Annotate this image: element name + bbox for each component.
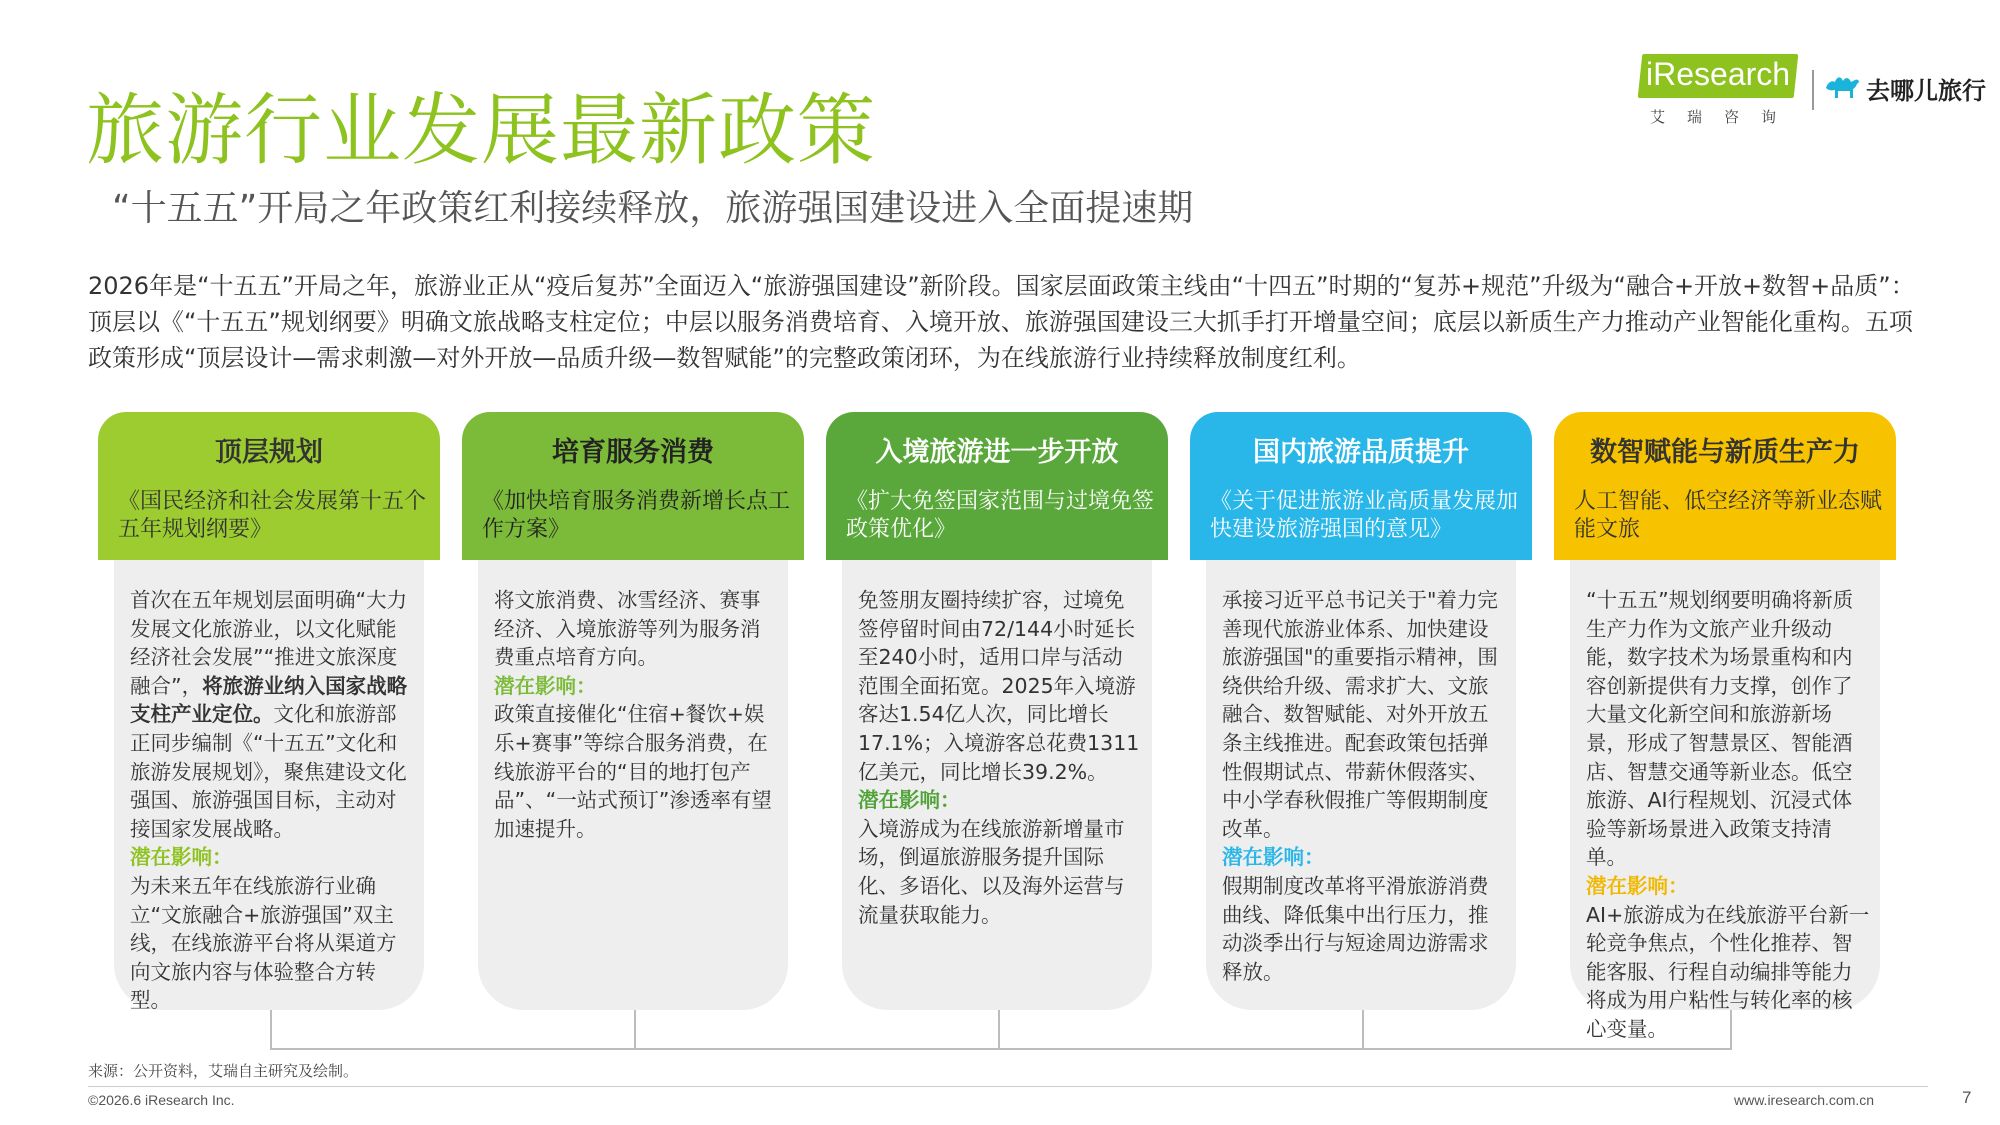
connector-tick: [1362, 1010, 1364, 1050]
website-link[interactable]: www.iresearch.com.cn: [1734, 1092, 1875, 1108]
page-number: 7: [1962, 1088, 1972, 1107]
impact-text: 政策直接催化“住宿+餐饮+娱乐+赛事”等综合服务消费，在线旅游平台的“目的地打包产品”、“一站式预订”渗透率有望加速提升。: [494, 702, 772, 841]
cards-connector-bracket: [270, 1010, 1732, 1050]
iresearch-logo-text: iResearch: [1646, 56, 1791, 92]
qunar-logo-text: 去哪儿旅行: [1866, 76, 1986, 105]
policy-card-title: 顶层规划: [215, 437, 323, 468]
policy-description-highlight: 将旅游业纳入国家战略支柱产业定位。: [130, 673, 408, 727]
policy-card-policy-name: 《扩大免签国家范围与过境免签政策优化》: [846, 489, 1155, 542]
policy-card-description: “十五五”规划纲要明确将新质生产力作为文旅产业升级动能，数字技术为场景重构和内容创新提供有力支撑，创作了大量文化新空间和旅游新场景，形成了智慧景区、智能酒店、智慧交通等新业态。低空旅游、AI行程规划、沉浸式体验等新场景进入政策支持清单。: [1586, 588, 1854, 870]
policy-card-domestic-quality: [1190, 412, 1532, 1010]
policy-card-header: [1554, 412, 1896, 560]
impact-label: 潜在影响：: [494, 673, 597, 698]
policy-card-header: [462, 412, 804, 560]
policy-card-header: [826, 412, 1168, 560]
policy-description-text-cont: 文化和旅游部正同步编制《“十五五”文化和旅游发展规划》，聚焦建设文化强国、旅游强国目标，主动对接国家发展战略。: [130, 702, 407, 841]
camel-icon: [1822, 68, 1862, 108]
policy-card-policy-name: 人工智能、低空经济等新业态赋能文旅: [1574, 489, 1883, 542]
policy-card-description: 免签朋友圈持续扩容，过境免签停留时间由72/144小时延长至240小时，适用口岸与活动范围全面拓宽。2025年入境游客达1.54亿人次，同比增长17.1%；入境游客总花费1311亿美元，同比增长39.2%。: [858, 588, 1140, 784]
policy-card-inbound-tourism: [826, 412, 1168, 1010]
impact-label: 潜在影响：: [130, 845, 233, 870]
policy-card-description: 将文旅消费、冰雪经济、赛事经济、入境旅游等列为服务消费重点培育方向。: [494, 588, 761, 670]
connector-tick: [634, 1010, 636, 1050]
page-title: 旅游行业发展最新政策: [86, 86, 877, 176]
policy-card-body: [1206, 560, 1516, 1010]
impact-text: 为未来五年在线旅游行业确立“文旅融合+旅游强国”双主线，在线旅游平台将从渠道方向文旅内容与体验整合方转型。: [130, 873, 397, 1013]
policy-card-body: [114, 560, 424, 1013]
policy-card-description: [130, 586, 414, 843]
policy-card-policy-name: 《加快培育服务消费新增长点工作方案》: [482, 489, 791, 542]
policy-card-digital-intelligence: [1554, 412, 1896, 1041]
intro-paragraph: 2026年是“十五五”开局之年，旅游业正从“疫后复苏”全面迈入“旅游强国建设”新阶段。国家层面政策主线由“十四五”时期的“复苏+规范”升级为“融合+开放+数智+品质”：顶层以《“十五五”规划纲要》明确文旅战略支柱定位；中层以服务消费培育、入境开放、旅游强国建设三大抓手打开增量空间；底层以新质生产力推动产业智能化重构。五项政策形成“顶层设计—需求刺激—对外开放—品质升级—数智赋能”的完整政策闭环，为在线旅游行业持续释放制度红利。: [88, 272, 1915, 372]
policy-card-policy-name: 《国民经济和社会发展第十五个五年规划纲要》: [118, 489, 427, 542]
footer-divider: [88, 1086, 1928, 1087]
policy-card-policy-name: 《关于促进旅游业高质量发展加快建设旅游强国的意见》: [1210, 489, 1519, 542]
iresearch-logo: [1640, 54, 1800, 130]
policy-card-body: [842, 560, 1152, 1010]
impact-text: AI+旅游成为在线旅游平台新一轮竞争焦点，个性化推荐、智能客服、行程自动编排等能力将成为用户粘性与转化率的核心变量。: [1586, 902, 1870, 1041]
policy-card-service-consumption: [462, 412, 804, 1010]
policy-card-body: [1570, 560, 1880, 1041]
logo-divider: [1812, 70, 1814, 110]
policy-card-body: [478, 560, 788, 1010]
impact-text: 假期制度改革将平滑旅游消费曲线、降低集中出行压力，推动淡季出行与短途周边游需求释放。: [1222, 873, 1489, 984]
policy-card-top-level-planning: [98, 412, 440, 1013]
policy-card-header: [98, 412, 440, 560]
connector-tick: [998, 1010, 1000, 1050]
impact-label: 潜在影响：: [1586, 873, 1689, 898]
policy-card-header: [1190, 412, 1532, 560]
policy-card-title: 培育服务消费: [552, 437, 714, 468]
policy-card-description: 承接习近平总书记关于"着力完善现代旅游业体系、加快建设旅游强国"的重要指示精神，围绕供给升级、需求扩大、文旅融合、数智赋能、对外开放五条主线推进。配套政策包括弹性假期试点、带薪休假落实、中小学春秋假推广等假期制度改革。: [1222, 588, 1498, 841]
policy-card-title: 入境旅游进一步开放: [875, 437, 1119, 468]
policy-card-title: 国内旅游品质提升: [1253, 437, 1469, 468]
impact-text: 入境游成为在线旅游新增量市场，倒逼旅游服务提升国际化、多语化、以及海外运营与流量获取能力。: [858, 816, 1125, 927]
copyright: ©2026.6 iResearch Inc.: [88, 1092, 235, 1108]
page-subtitle: “十五五”开局之年政策红利接续释放，旅游强国建设进入全面提速期: [112, 188, 1194, 229]
impact-label: 潜在影响：: [858, 788, 961, 813]
policy-card-title: 数智赋能与新质生产力: [1590, 437, 1860, 468]
policy-description-text: 首次在五年规划层面明确“大力发展文化旅游业，以文化赋能经济社会发展”“推进文旅深度融合”，: [130, 588, 408, 698]
qunar-logo: [1822, 66, 1986, 110]
iresearch-logo-cn: 艾瑞咨询: [1650, 108, 1799, 126]
source-note: 来源：公开资料，艾瑞自主研究及绘制。: [88, 1062, 359, 1080]
impact-label: 潜在影响：: [1222, 845, 1325, 870]
